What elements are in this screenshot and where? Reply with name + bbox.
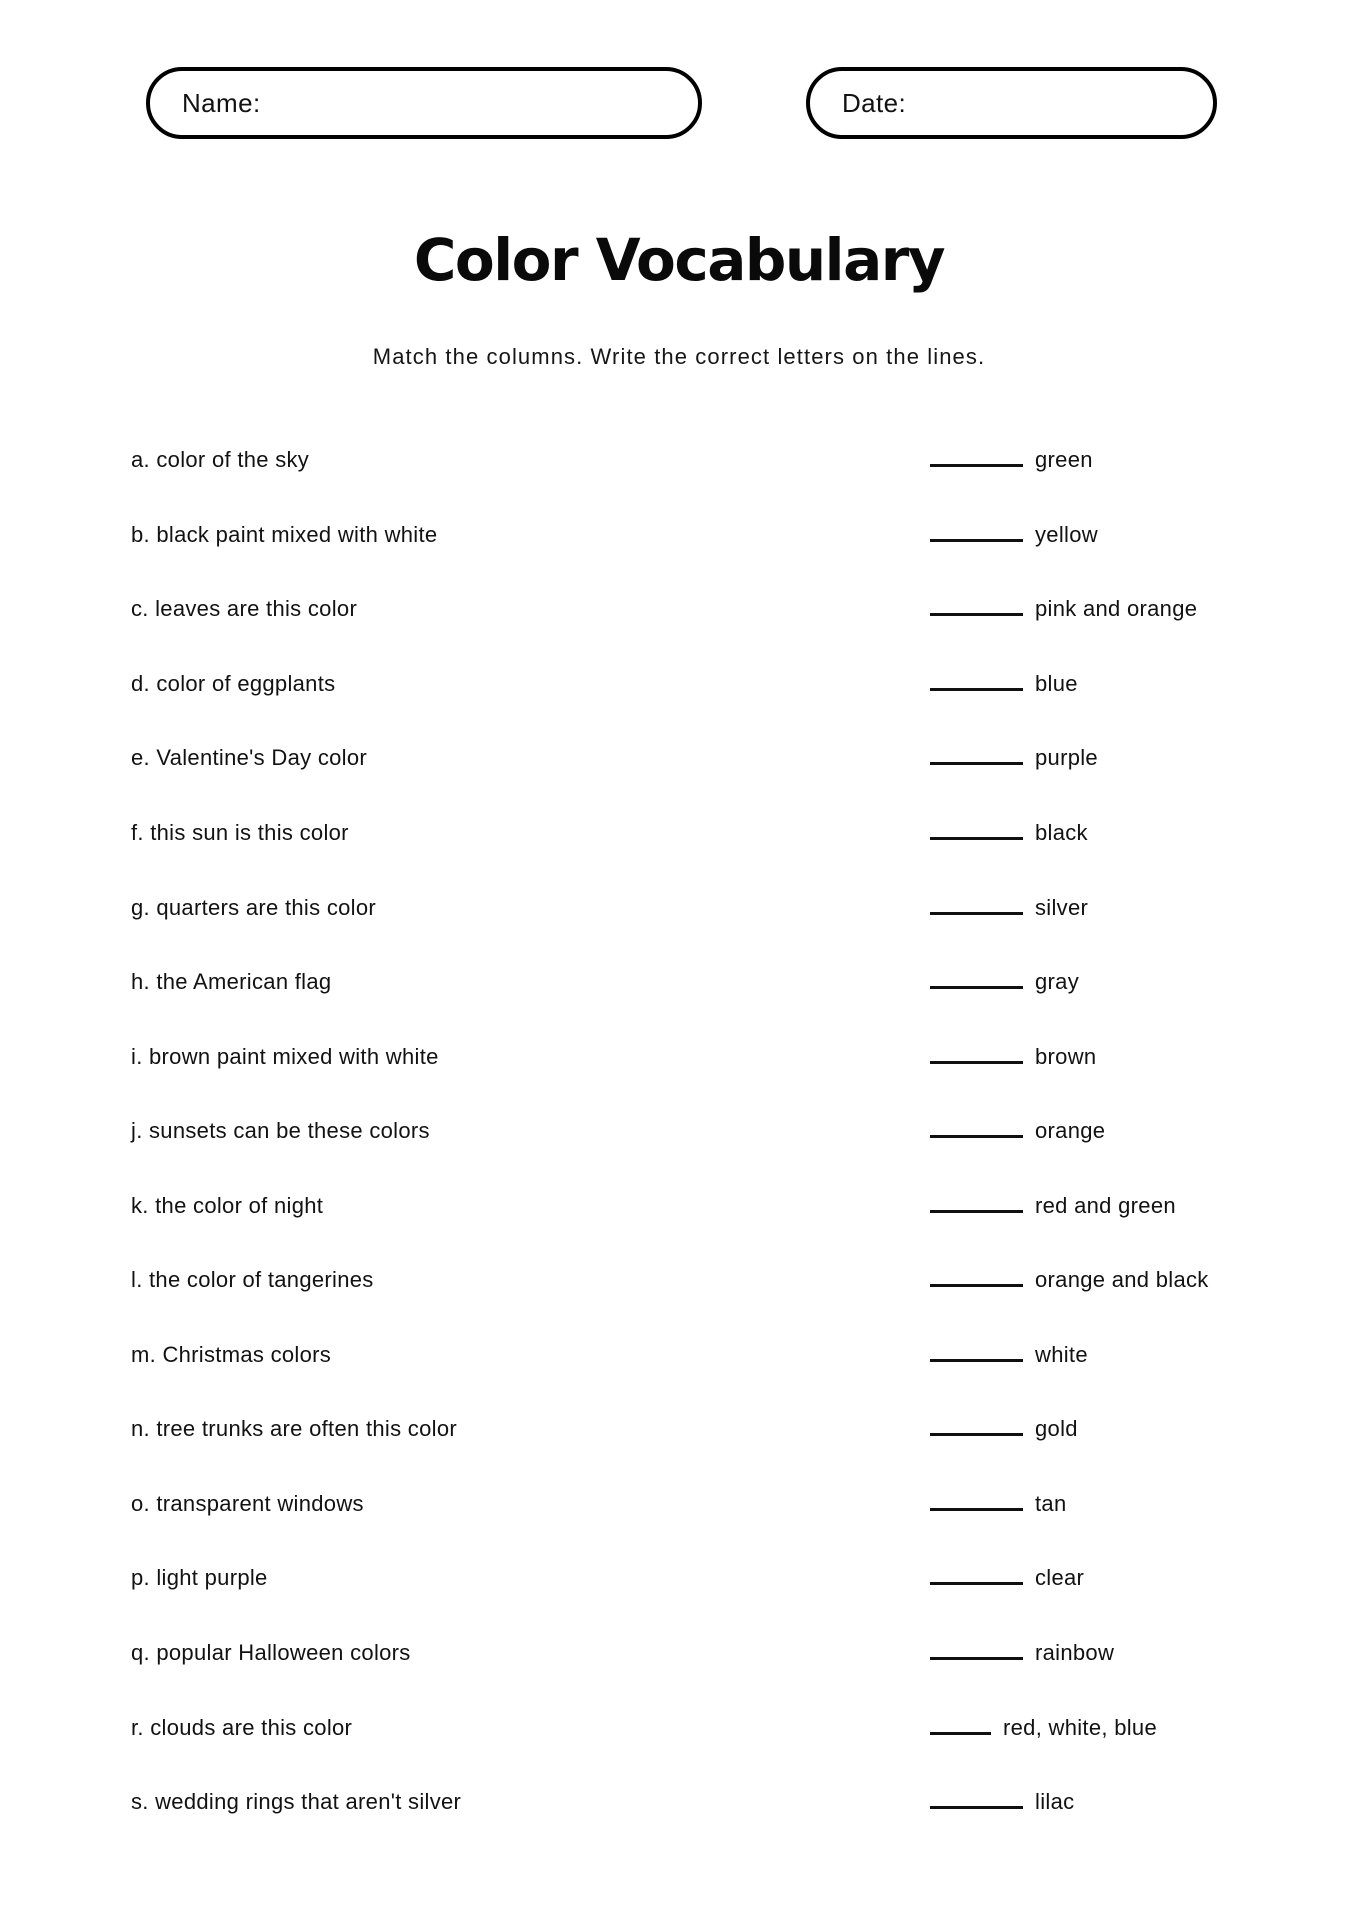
match-row bbox=[131, 1168, 1251, 1243]
answer-blank[interactable] bbox=[930, 1492, 1023, 1511]
answer-group bbox=[930, 522, 1098, 548]
clue-text: j. sunsets can be these colors bbox=[131, 1118, 430, 1144]
date-field[interactable] bbox=[806, 67, 1217, 139]
match-row bbox=[131, 647, 1251, 722]
color-word: orange and black bbox=[1035, 1267, 1209, 1293]
match-row bbox=[131, 572, 1251, 647]
answer-group bbox=[930, 1640, 1114, 1666]
color-word: gray bbox=[1035, 969, 1079, 995]
answer-blank[interactable] bbox=[930, 1045, 1023, 1064]
color-word: yellow bbox=[1035, 521, 1098, 547]
color-word: silver bbox=[1035, 894, 1089, 920]
match-row bbox=[131, 1467, 1251, 1542]
answer-blank[interactable] bbox=[930, 1417, 1023, 1436]
match-row bbox=[131, 1690, 1251, 1765]
match-row bbox=[131, 1243, 1251, 1318]
color-word: clear bbox=[1035, 1565, 1085, 1591]
color-word: black bbox=[1035, 820, 1088, 845]
answer-blank[interactable] bbox=[930, 1790, 1023, 1809]
answer-blank[interactable] bbox=[930, 821, 1023, 840]
clue-text: e. Valentine's Day color bbox=[131, 745, 367, 771]
color-word: blue bbox=[1035, 670, 1078, 696]
answer-group bbox=[930, 1342, 1088, 1368]
clue-text: d. color of eggplants bbox=[131, 670, 336, 696]
match-row bbox=[131, 1765, 1251, 1840]
answer-group bbox=[930, 1267, 1209, 1293]
match-row bbox=[131, 1019, 1251, 1094]
match-row bbox=[131, 498, 1251, 573]
match-row bbox=[131, 1094, 1251, 1169]
answer-blank[interactable] bbox=[930, 1343, 1023, 1362]
clue-text: k. the color of night bbox=[131, 1192, 324, 1218]
answer-blank[interactable] bbox=[930, 1119, 1023, 1138]
color-word: brown bbox=[1035, 1043, 1097, 1069]
instructions: Match the columns. Write the correct letters on the lines. bbox=[372, 344, 986, 369]
answer-blank[interactable] bbox=[930, 597, 1023, 616]
answer-blank[interactable] bbox=[930, 970, 1023, 989]
answer-group bbox=[930, 671, 1078, 697]
answer-group bbox=[930, 596, 1197, 622]
name-field[interactable] bbox=[146, 67, 702, 139]
answer-blank[interactable] bbox=[930, 1566, 1023, 1585]
answer-group bbox=[930, 1565, 1084, 1591]
clue-text: p. light purple bbox=[131, 1565, 268, 1591]
answer-group bbox=[930, 969, 1079, 995]
clue-text: r. clouds are this color bbox=[131, 1714, 353, 1740]
answer-group bbox=[930, 745, 1098, 771]
clue-text: g. quarters are this color bbox=[131, 894, 377, 920]
color-word: gold bbox=[1035, 1416, 1078, 1442]
answer-group bbox=[930, 820, 1088, 846]
clue-text: i. brown paint mixed with white bbox=[131, 1043, 439, 1069]
match-row bbox=[131, 1318, 1251, 1393]
answer-blank[interactable] bbox=[930, 1641, 1023, 1660]
answer-group bbox=[930, 1715, 1157, 1741]
color-word: white bbox=[1035, 1341, 1088, 1367]
match-row bbox=[131, 1541, 1251, 1616]
answer-blank[interactable] bbox=[930, 1716, 991, 1735]
color-word: green bbox=[1035, 447, 1093, 473]
match-row bbox=[131, 945, 1251, 1020]
color-word: rainbow bbox=[1035, 1640, 1115, 1666]
answer-blank[interactable] bbox=[930, 896, 1023, 915]
matching-list bbox=[131, 423, 1251, 1839]
answer-blank[interactable] bbox=[930, 1194, 1023, 1213]
clue-text: m. Christmas colors bbox=[131, 1341, 332, 1367]
answer-group bbox=[930, 1789, 1074, 1815]
answer-group bbox=[930, 447, 1093, 473]
color-word: red and green bbox=[1035, 1192, 1176, 1218]
match-row bbox=[131, 1392, 1251, 1467]
answer-group bbox=[930, 1416, 1078, 1442]
clue-text: f. this sun is this color bbox=[131, 820, 349, 845]
color-word: orange bbox=[1035, 1118, 1106, 1144]
color-word: lilac bbox=[1035, 1789, 1075, 1815]
match-row bbox=[131, 721, 1251, 796]
match-row bbox=[131, 1616, 1251, 1691]
clue-text: c. leaves are this color bbox=[131, 596, 358, 622]
answer-group bbox=[930, 1193, 1176, 1219]
match-row bbox=[131, 423, 1251, 498]
color-word: tan bbox=[1035, 1490, 1067, 1516]
clue-text: o. transparent windows bbox=[131, 1490, 364, 1516]
date-label: Date: bbox=[842, 87, 907, 118]
answer-group bbox=[930, 1118, 1105, 1144]
answer-blank[interactable] bbox=[930, 672, 1023, 691]
color-word: purple bbox=[1035, 745, 1098, 771]
answer-blank[interactable] bbox=[930, 523, 1023, 542]
clue-text: l. the color of tangerines bbox=[131, 1267, 374, 1293]
clue-text: b. black paint mixed with white bbox=[131, 521, 438, 547]
color-word: pink and orange bbox=[1035, 596, 1198, 622]
answer-group bbox=[930, 1491, 1066, 1517]
clue-text: s. wedding rings that aren't silver bbox=[131, 1789, 462, 1815]
clue-text: h. the American flag bbox=[131, 969, 332, 995]
name-label: Name: bbox=[182, 87, 261, 118]
match-row bbox=[131, 870, 1251, 945]
match-row bbox=[131, 796, 1251, 871]
worksheet-title: Color Vocabulary bbox=[413, 226, 945, 294]
clue-text: a. color of the sky bbox=[131, 447, 310, 473]
answer-group bbox=[930, 1044, 1096, 1070]
color-word: red, white, blue bbox=[1003, 1714, 1157, 1740]
answer-group bbox=[930, 895, 1088, 921]
answer-blank[interactable] bbox=[930, 746, 1023, 765]
answer-blank[interactable] bbox=[930, 1268, 1023, 1287]
clue-text: q. popular Halloween colors bbox=[131, 1640, 411, 1666]
clue-text: n. tree trunks are often this color bbox=[131, 1416, 457, 1442]
answer-blank[interactable] bbox=[930, 448, 1023, 467]
